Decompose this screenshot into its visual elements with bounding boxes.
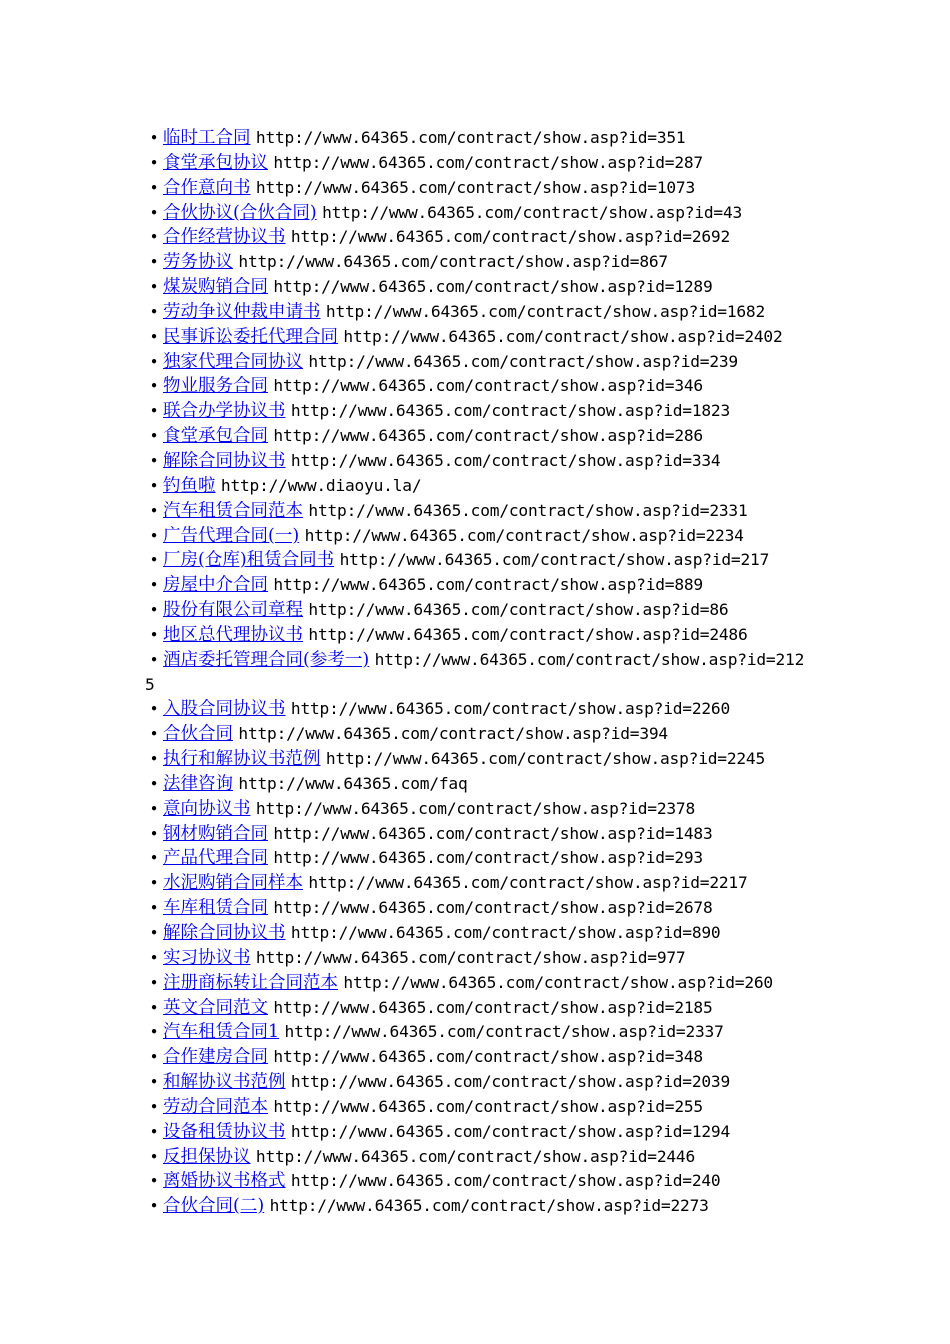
list-item bbox=[145, 1070, 810, 1095]
url-text: http://www.64365.com/contract/show.asp?id=287 bbox=[273, 152, 703, 172]
bullet: • bbox=[149, 799, 159, 818]
bullet: • bbox=[149, 1097, 159, 1116]
contract-link[interactable]: 合作意向书 bbox=[163, 177, 251, 198]
list-item bbox=[145, 151, 810, 176]
contract-link[interactable]: 民事诉讼委托代理合同 bbox=[163, 326, 338, 347]
list-item bbox=[145, 623, 810, 648]
contract-link[interactable]: 合作建房合同 bbox=[163, 1047, 268, 1068]
contract-link[interactable]: 执行和解协议书范例 bbox=[163, 749, 321, 770]
list-item bbox=[145, 499, 810, 524]
list-item bbox=[145, 797, 810, 822]
list-item bbox=[145, 648, 810, 698]
url-text: http://www.64365.com/contract/show.asp?id=2260 bbox=[290, 699, 731, 719]
list-item bbox=[145, 1095, 810, 1120]
contract-link[interactable]: 股份有限公司章程 bbox=[163, 600, 303, 621]
bullet: • bbox=[149, 476, 159, 495]
bullet: • bbox=[149, 302, 159, 321]
contract-link[interactable]: 地区总代理协议书 bbox=[163, 624, 303, 645]
list-item bbox=[145, 201, 810, 226]
bullet: • bbox=[149, 402, 159, 421]
contract-link[interactable]: 产品代理合同 bbox=[163, 848, 268, 869]
list-item bbox=[145, 1145, 810, 1170]
list-item bbox=[145, 1020, 810, 1045]
list-item bbox=[145, 449, 810, 474]
bullet: • bbox=[149, 178, 159, 197]
contract-link[interactable]: 解除合同协议书 bbox=[163, 923, 286, 943]
url-text: http://www.64365.com/contract/show.asp?id=239 bbox=[308, 351, 738, 371]
bullet: • bbox=[149, 451, 159, 470]
list-item bbox=[145, 896, 810, 921]
bullet: • bbox=[149, 1073, 159, 1092]
contract-link[interactable]: 酒店委托管理合同(参考一) bbox=[163, 649, 370, 670]
bullet: • bbox=[149, 1048, 159, 1067]
bullet: • bbox=[149, 824, 159, 843]
bullet: • bbox=[149, 750, 159, 769]
contract-link[interactable]: 临时工合同 bbox=[163, 128, 251, 148]
url-text: http://www.64365.com/contract/show.asp?id=2337 bbox=[284, 1022, 724, 1042]
url-text: http://www.64365.com/contract/show.asp?id=351 bbox=[255, 128, 686, 147]
contract-link[interactable]: 反担保协议 bbox=[163, 1146, 251, 1167]
bullet: • bbox=[149, 352, 159, 371]
contract-link[interactable]: 钢材购销合同 bbox=[163, 823, 268, 844]
bullet: • bbox=[149, 427, 159, 446]
bullet: • bbox=[149, 924, 159, 942]
list-item bbox=[145, 971, 810, 996]
url-text: http://www.64365.com/contract/show.asp?id=2185 bbox=[273, 997, 713, 1017]
url-text: http://www.64365.com/contract/show.asp?id=890 bbox=[290, 923, 721, 942]
list-item bbox=[145, 300, 810, 325]
bullet: • bbox=[149, 203, 159, 222]
url-text: http://www.64365.com/contract/show.asp?id=2217 bbox=[308, 873, 748, 893]
url-text: http://www.64365.com/contract/show.asp?id=2234 bbox=[304, 525, 744, 545]
bullet: • bbox=[149, 774, 159, 793]
list-item bbox=[145, 374, 810, 399]
list-item bbox=[145, 399, 810, 424]
list-item bbox=[145, 350, 810, 375]
url-text: http://www.64365.com/contract/show.asp?id=394 bbox=[238, 724, 668, 744]
list-item bbox=[145, 325, 810, 350]
list-item bbox=[145, 598, 810, 623]
url-text: http://www.64365.com/contract/show.asp?id=889 bbox=[273, 575, 703, 595]
contract-link[interactable]: 广告代理合同(一) bbox=[163, 525, 300, 546]
bullet: • bbox=[149, 849, 159, 868]
contract-link-list bbox=[145, 126, 810, 1219]
contract-link[interactable]: 水泥购销合同样本 bbox=[163, 873, 303, 894]
url-text: http://www.64365.com/contract/show.asp?id=2692 bbox=[290, 227, 731, 247]
contract-link[interactable]: 汽车租赁合同范本 bbox=[163, 500, 303, 521]
bullet: • bbox=[149, 1172, 159, 1191]
contract-link[interactable]: 合伙协议(合伙合同) bbox=[163, 202, 317, 223]
url-text: http://www.64365.com/contract/show.asp?id=293 bbox=[273, 848, 703, 868]
list-item bbox=[145, 225, 810, 250]
contract-link[interactable]: 食堂承包合同 bbox=[163, 426, 268, 447]
contract-link[interactable]: 解除合同协议书 bbox=[163, 450, 286, 471]
contract-link[interactable]: 联合办学协议书 bbox=[163, 401, 286, 422]
bullet: • bbox=[149, 576, 159, 595]
contract-link[interactable]: 汽车租赁合同1 bbox=[163, 1022, 280, 1043]
list-item bbox=[145, 996, 810, 1021]
list-item bbox=[145, 846, 810, 871]
url-text: http://www.64365.com/contract/show.asp?id=348 bbox=[273, 1047, 703, 1067]
list-item bbox=[145, 921, 810, 946]
list-item bbox=[145, 747, 810, 772]
url-text: http://www.64365.com/contract/show.asp?id=1073 bbox=[255, 177, 696, 197]
bullet: • bbox=[149, 327, 159, 346]
url-text: http://www.64365.com/contract/show.asp?id=217 bbox=[339, 550, 770, 570]
bullet: • bbox=[149, 278, 159, 297]
url-text: http://www.64365.com/contract/show.asp?id=2331 bbox=[308, 500, 748, 520]
url-text: http://www.64365.com/contract/show.asp?id=1294 bbox=[290, 1121, 731, 1141]
bullet: • bbox=[149, 625, 159, 644]
url-text: http://www.64365.com/contract/show.asp?id=867 bbox=[238, 252, 668, 272]
contract-link[interactable]: 法律咨询 bbox=[163, 773, 233, 794]
contract-link[interactable]: 物业服务合同 bbox=[163, 376, 268, 397]
contract-link[interactable]: 劳动争议仲裁申请书 bbox=[163, 301, 321, 322]
contract-link[interactable]: 车库租赁合同 bbox=[163, 898, 268, 919]
url-text: http://www.64365.com/contract/show.asp?id=2039 bbox=[290, 1072, 731, 1092]
contract-link[interactable]: 合伙合同 bbox=[163, 724, 233, 745]
url-text: http://www.64365.com/contract/show.asp?id=2486 bbox=[308, 624, 748, 644]
contract-link[interactable]: 实习协议书 bbox=[163, 947, 251, 968]
url-text: http://www.64365.com/contract/show.asp?id=2678 bbox=[273, 898, 713, 918]
url-text: http://www.64365.com/contract/show.asp?id=2125 bbox=[145, 649, 805, 694]
contract-link[interactable]: 和解协议书范例 bbox=[163, 1072, 286, 1093]
contract-link[interactable]: 独家代理合同协议 bbox=[163, 351, 303, 372]
url-text: http://www.64365.com/contract/show.asp?id=2402 bbox=[343, 326, 783, 346]
url-text: http://www.64365.com/contract/show.asp?id=334 bbox=[290, 450, 721, 470]
list-item bbox=[145, 1120, 810, 1145]
bullet: • bbox=[149, 1023, 159, 1042]
url-text: http://www.64365.com/contract/show.asp?id=977 bbox=[255, 947, 686, 967]
contract-link[interactable]: 入股合同协议书 bbox=[163, 699, 286, 720]
list-item bbox=[145, 946, 810, 971]
bullet: • bbox=[149, 551, 159, 570]
contract-link[interactable]: 合伙合同(二) bbox=[163, 1196, 265, 1217]
url-text: http://www.64365.com/contract/show.asp?id=255 bbox=[273, 1096, 703, 1116]
url-text: http://www.64365.com/contract/show.asp?id=1483 bbox=[273, 823, 713, 843]
url-text: http://www.64365.com/contract/show.asp?id=1682 bbox=[325, 301, 766, 321]
url-text: http://www.64365.com/contract/show.asp?id=346 bbox=[273, 376, 703, 396]
list-item bbox=[145, 424, 810, 449]
url-text: http://www.64365.com/contract/show.asp?id=2378 bbox=[255, 798, 696, 818]
contract-link[interactable]: 房屋中介合同 bbox=[163, 575, 268, 596]
contract-link[interactable]: 设备租赁协议书 bbox=[163, 1121, 286, 1142]
bullet: • bbox=[149, 228, 159, 247]
list-item bbox=[145, 250, 810, 275]
list-item bbox=[145, 524, 810, 549]
bullet: • bbox=[149, 874, 159, 893]
list-item bbox=[145, 871, 810, 896]
list-item bbox=[145, 697, 810, 722]
list-item bbox=[145, 822, 810, 847]
bullet: • bbox=[149, 153, 159, 172]
contract-link[interactable]: 英文合同范文 bbox=[163, 997, 268, 1018]
bullet: • bbox=[149, 601, 159, 620]
contract-link[interactable]: 食堂承包协议 bbox=[163, 152, 268, 173]
bullet: • bbox=[149, 725, 159, 744]
url-text: http://www.64365.com/contract/show.asp?id=286 bbox=[273, 426, 703, 446]
bullet: • bbox=[149, 377, 159, 396]
url-text: http://www.diaoyu.la/ bbox=[220, 475, 422, 495]
bullet: • bbox=[149, 1147, 159, 1166]
list-item bbox=[145, 1045, 810, 1070]
url-text: http://www.64365.com/contract/show.asp?id=2245 bbox=[325, 749, 766, 769]
list-item bbox=[145, 275, 810, 300]
contract-link[interactable]: 劳务协议 bbox=[163, 252, 233, 273]
list-item bbox=[145, 474, 810, 499]
url-text: http://www.64365.com/faq bbox=[238, 773, 468, 793]
url-text: http://www.64365.com/contract/show.asp?id=86 bbox=[308, 600, 729, 620]
contract-link[interactable]: 劳动合同范本 bbox=[163, 1096, 268, 1117]
document-page bbox=[145, 126, 810, 1219]
list-item bbox=[145, 772, 810, 797]
contract-link[interactable]: 注册商标转让合同范本 bbox=[163, 972, 338, 993]
list-item bbox=[145, 1169, 810, 1194]
bullet: • bbox=[149, 129, 159, 147]
bullet: • bbox=[149, 973, 159, 992]
bullet: • bbox=[149, 253, 159, 272]
bullet: • bbox=[149, 501, 159, 520]
bullet: • bbox=[149, 998, 159, 1017]
bullet: • bbox=[149, 700, 159, 719]
list-item bbox=[145, 176, 810, 201]
contract-link[interactable]: 煤炭购销合同 bbox=[163, 277, 268, 298]
bullet: • bbox=[149, 899, 159, 918]
contract-link[interactable]: 离婚协议书格式 bbox=[163, 1171, 286, 1192]
url-text: http://www.64365.com/contract/show.asp?id=43 bbox=[322, 202, 743, 222]
bullet: • bbox=[149, 526, 159, 545]
contract-link[interactable]: 钓鱼啦 bbox=[163, 475, 216, 496]
url-text: http://www.64365.com/contract/show.asp?id=2446 bbox=[255, 1146, 696, 1166]
list-item bbox=[145, 1194, 810, 1219]
list-item bbox=[145, 573, 810, 598]
bullet: • bbox=[149, 1197, 159, 1216]
list-item bbox=[145, 548, 810, 573]
url-text: http://www.64365.com/contract/show.asp?id=240 bbox=[290, 1171, 721, 1191]
url-text: http://www.64365.com/contract/show.asp?id=1823 bbox=[290, 401, 731, 421]
bullet: • bbox=[149, 1122, 159, 1141]
url-text: http://www.64365.com/contract/show.asp?id=260 bbox=[343, 972, 773, 992]
url-text: http://www.64365.com/contract/show.asp?id=1289 bbox=[273, 277, 713, 297]
list-item bbox=[145, 126, 810, 151]
bullet: • bbox=[149, 650, 159, 669]
contract-link[interactable]: 意向协议书 bbox=[163, 798, 251, 819]
bullet: • bbox=[149, 948, 159, 967]
contract-link[interactable]: 合作经营协议书 bbox=[163, 227, 286, 248]
url-text: http://www.64365.com/contract/show.asp?id=2273 bbox=[269, 1196, 709, 1216]
list-item bbox=[145, 722, 810, 747]
contract-link[interactable]: 厂房(仓库)租赁合同书 bbox=[163, 550, 335, 571]
